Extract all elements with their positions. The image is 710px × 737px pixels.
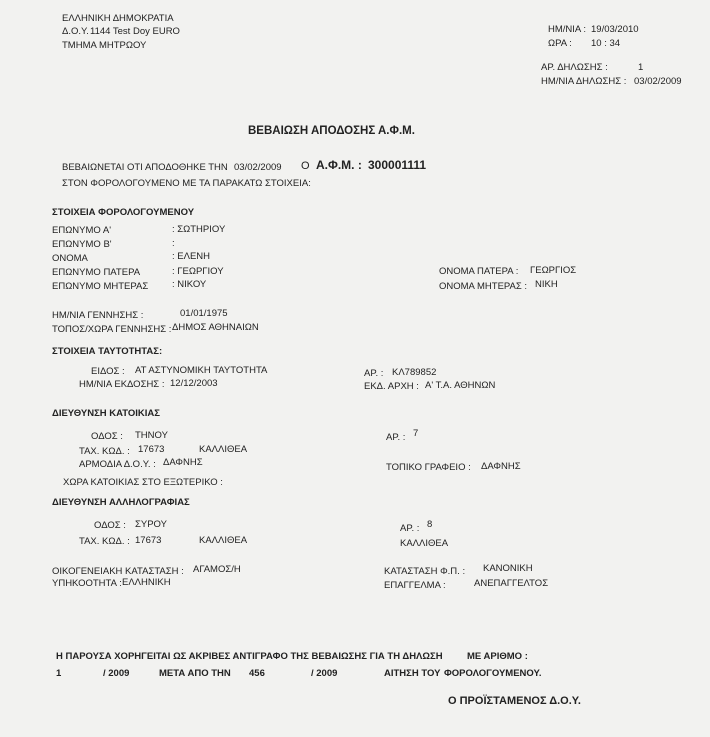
birth-place-value: ΔΗΜΟΣ ΑΘΗΝΑΙΩΝ: [172, 322, 259, 333]
profession-value: ΑΝΕΠΑΓΓΕΛΤΟΣ: [474, 578, 549, 589]
residence-heading: ΔΙΕΥΘΥΝΣΗ ΚΑΤΟΙΚΙΑΣ: [52, 408, 160, 419]
residence-number-label: ΑΡ. :: [386, 432, 406, 443]
date-value: 19/03/2010: [591, 24, 639, 35]
intro-line1: ΒΕΒΑΙΩΝΕΤΑΙ ΟΤΙ ΑΠΟΔΟΘΗΚΕ ΤΗΝ: [62, 162, 228, 173]
declaration-date-label: ΗΜ/ΝΙΑ ΔΗΛΩΣΗΣ :: [541, 76, 627, 87]
taxpayer-heading: ΣΤΟΙΧΕΙΑ ΦΟΡΟΛΟΓΟΥΜΕΝΟΥ: [52, 207, 195, 218]
family-status-value: ΑΓΑΜΟΣ/Η: [193, 564, 241, 575]
birth-date-value: 01/01/1975: [180, 308, 228, 319]
afm-label: Α.Φ.Μ. :: [316, 158, 362, 172]
local-office-label: ΤΟΠΙΚΟ ΓΡΑΦΕΙΟ :: [386, 462, 471, 473]
surname-a-value: : ΣΩΤΗΡΙΟΥ: [172, 224, 226, 235]
id-type-value: ΑΤ ΑΣΤΥΝΟΜΙΚΗ ΤΑΥΤΟΤΗΤΑ: [135, 365, 268, 376]
father-name-value: ΓΕΩΡΓΙΟΣ: [530, 265, 577, 276]
fp-status-label: ΚΑΤΑΣΤΑΣΗ Φ.Π. :: [384, 566, 466, 577]
residence-doy-label: ΑΡΜΟΔΙΑ Δ.Ο.Υ. :: [79, 459, 156, 470]
mother-name-label: ΟΝΟΜΑ ΜΗΤΕΡΑΣ :: [439, 281, 528, 292]
mailing-number-label: ΑΡ. :: [400, 523, 420, 534]
signature-title: Ο ΠΡΟΪΣΤΑΜΕΝΟΣ Δ.Ο.Υ.: [448, 695, 581, 707]
residence-number-value: 7: [413, 428, 419, 439]
document-title: ΒΕΒΑΙΩΣΗ ΑΠΟΔΟΣΗΣ Α.Φ.Μ.: [248, 125, 415, 137]
mother-name-value: ΝΙΚΗ: [535, 279, 558, 290]
father-surname-value: : ΓΕΩΡΓΙΟΥ: [172, 266, 224, 277]
id-type-label: ΕΙΔΟΣ :: [91, 366, 125, 377]
mailing-zip-label: ΤΑΧ. ΚΩΔ. :: [79, 536, 130, 547]
residence-doy-value: ΔΑΦΝΗΣ: [163, 457, 203, 468]
afm-value: 300001111: [368, 158, 427, 172]
family-status-label: ΟΙΚΟΓΕΝΕΙΑΚΗ ΚΑΤΑΣΤΑΣΗ :: [52, 566, 184, 577]
mother-surname-value: : ΝΙΚΟΥ: [172, 279, 207, 290]
local-office-value: ΔΑΦΝΗΣ: [481, 461, 521, 472]
fp-status-value: ΚΑΝΟΝΙΚΗ: [483, 563, 533, 574]
residence-zip-value: 17673: [138, 444, 165, 455]
footer-number1: 1: [56, 668, 62, 679]
profession-label: ΕΠΑΓΓΕΛΜΑ :: [384, 580, 446, 591]
mailing-city-right: ΚΑΛΛΙΘΕΑ: [400, 538, 449, 549]
mailing-heading: ΔΙΕΥΘΥΝΣΗ ΑΛΛΗΛΟΓΡΑΦΙΑΣ: [52, 497, 190, 508]
surname-a-label: ΕΠΩΝΥΜΟ Α': [52, 225, 112, 236]
doy-label: Δ.Ο.Υ.: [62, 26, 89, 37]
footer-number2: 456: [249, 668, 265, 679]
footer-line1: Η ΠΑΡΟΥΣΑ ΧΟΡΗΓΕΙΤΑΙ ΩΣ ΑΚΡΙΒΕΣ ΑΝΤΙΓΡΑΦΟ ΤΗΣ ΒΕΒΑΙΩΣΗΣ ΓΙΑ ΤΗ ΔΗΛΩΣΗ: [56, 651, 443, 662]
name-label: ΟΝΟΜΑ: [52, 253, 88, 264]
time-value: 10 : 34: [591, 38, 621, 49]
father-surname-label: ΕΠΩΝΥΜΟ ΠΑΤΕΡΑ: [52, 267, 141, 278]
footer-request-value: ΦΟΡΟΛΟΓΟΥΜΕΝΟΥ.: [444, 668, 542, 679]
residence-city: ΚΑΛΛΙΘΕΑ: [199, 444, 248, 455]
citizenship-label: ΥΠΗΚΟΟΤΗΤΑ :: [52, 578, 122, 589]
footer-year1: / 2009: [103, 668, 130, 679]
declaration-number-value: 1: [638, 62, 644, 73]
mailing-city: ΚΑΛΛΙΘΕΑ: [199, 535, 248, 546]
doy-value: 1144 Test Doy EURO: [90, 26, 180, 37]
residence-street-value: ΤΗΝΟΥ: [135, 430, 168, 441]
name-value: : ΕΛΕΝΗ: [172, 251, 211, 262]
department-label: ΤΜΗΜΑ ΜΗΤΡΩΟΥ: [62, 40, 147, 51]
footer-request-label: ΑΙΤΗΣΗ ΤΟΥ: [384, 668, 441, 679]
mailing-number-value: 8: [427, 519, 433, 530]
declaration-number-label: ΑΡ. ΔΗΛΩΣΗΣ :: [541, 62, 608, 73]
residence-street-label: ΟΔΟΣ :: [91, 431, 123, 442]
footer-after-label: ΜΕΤΑ ΑΠΟ ΤΗΝ: [159, 668, 231, 679]
birth-date-label: ΗΜ/ΝΙΑ ΓΕΝΝΗΣΗΣ :: [52, 310, 144, 321]
footer-year2: / 2009: [311, 668, 338, 679]
abroad-label: ΧΩΡΑ ΚΑΤΟΙΚΙΑΣ ΣΤΟ ΕΞΩΤΕΡΙΚΟ :: [63, 477, 223, 488]
intro-line2: ΣΤΟΝ ΦΟΡΟΛΟΓΟΥΜΕΝΟ ΜΕ ΤΑ ΠΑΡΑΚΑΤΩ ΣΤΟΙΧΕΙΑ:: [62, 178, 311, 189]
id-number-label: ΑΡ. :: [364, 368, 384, 379]
citizenship-value: ΕΛΛΗΝΙΚΗ: [122, 577, 171, 588]
mailing-street-value: ΣΥΡΟΥ: [135, 519, 167, 530]
intro-date: 03/02/2009: [234, 162, 282, 173]
father-name-label: ΟΝΟΜΑ ΠΑΤΕΡΑ :: [439, 266, 519, 277]
surname-b-value: :: [172, 238, 175, 249]
footer-line1-number-label: ΜΕ ΑΡΙΘΜΟ :: [467, 651, 528, 662]
surname-b-label: ΕΠΩΝΥΜΟ Β': [52, 239, 112, 250]
id-number-value: ΚΛ789852: [392, 367, 437, 378]
identity-heading: ΣΤΟΙΧΕΙΑ ΤΑΥΤΟΤΗΤΑΣ:: [52, 346, 163, 357]
republic-label: ΕΛΛΗΝΙΚΗ ΔΗΜΟΚΡΑΤΙΑ: [62, 13, 174, 24]
mailing-zip-value: 17673: [135, 535, 162, 546]
declaration-date-value: 03/02/2009: [634, 76, 682, 87]
id-issue-date-value: 12/12/2003: [170, 378, 218, 389]
mailing-street-label: ΟΔΟΣ :: [94, 520, 126, 531]
mother-surname-label: ΕΠΩΝΥΜΟ ΜΗΤΕΡΑΣ: [52, 281, 149, 292]
intro-article: Ο: [301, 160, 310, 172]
birth-place-label: ΤΟΠΟΣ/ΧΩΡΑ ΓΕΝΝΗΣΗΣ :: [52, 324, 172, 335]
id-issue-date-label: ΗΜ/ΝΙΑ ΕΚΔΟΣΗΣ :: [79, 379, 165, 390]
id-authority-value: Α' Τ.Α. ΑΘΗΝΩΝ: [425, 380, 496, 391]
id-authority-label: ΕΚΔ. ΑΡΧΗ :: [364, 381, 419, 392]
time-label: ΩΡΑ :: [548, 38, 572, 49]
date-label: ΗΜ/ΝΙΑ :: [548, 24, 587, 35]
residence-zip-label: ΤΑΧ. ΚΩΔ. :: [79, 446, 130, 457]
